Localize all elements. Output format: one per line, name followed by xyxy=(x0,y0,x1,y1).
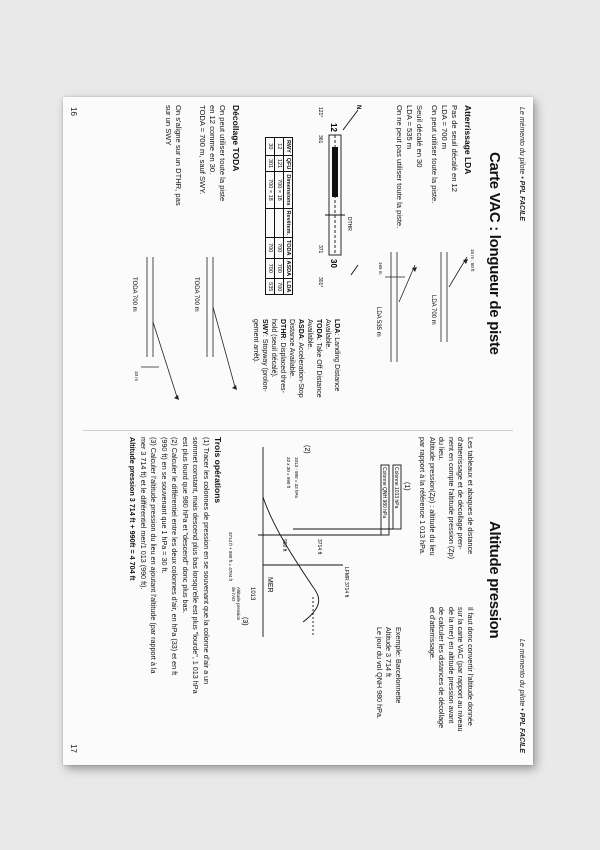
document-sheet xyxy=(63,97,533,765)
north-arrow: N xyxy=(355,105,361,110)
diff-feet-label: 33 x 30 = 990 ft xyxy=(286,457,291,489)
page-right xyxy=(63,431,533,765)
page-number-right: 17 xyxy=(69,744,78,753)
dthr-label: DTHR xyxy=(346,217,352,231)
lfmr-label: LFMR 3714 ft xyxy=(343,567,349,598)
runway-number-right: 30 xyxy=(329,259,338,268)
ref-1013-label: 1013 xyxy=(249,587,255,601)
page-title: Carte VAC : longueur de piste xyxy=(486,152,503,355)
diagram-label-3: (3) xyxy=(241,617,248,626)
dthr-10-label: 10 m xyxy=(134,371,139,382)
result-label-1: Altitude pression xyxy=(236,587,241,621)
diff-990-label: 990 ft xyxy=(281,539,287,552)
running-head: Le mémento du pilote • PPL FACILE xyxy=(518,107,525,221)
page-number-left: 16 xyxy=(69,107,78,116)
lda-535-label: LDA 535 m xyxy=(375,307,381,337)
takeoff-sketches xyxy=(93,247,243,427)
altitude-3714-label: 3714 ft xyxy=(316,539,322,555)
landing-text: Pas de seuil décalé en 12 LDA = 700 m On peut utiliser toute la piste. Seuil décalé en 30 LDA = 535 m On ne peut pas utiliser toute la piste. xyxy=(395,105,459,229)
intro-text-right: Il faut donc convertir l'altitude donnée sur la carte VAC (par rapport au niveau de la mer) en altitude pression avant de calculer les distances de décollage et d'atterrissage. xyxy=(428,607,475,732)
dthr-165-label: 165 m xyxy=(378,262,383,275)
column-qnh-label: Colonne QNH 980 hPa xyxy=(381,467,387,519)
result-label-2: de l'AD xyxy=(231,587,236,602)
result-label-3: 3714 ft + 990 ft = 4704 ft xyxy=(228,532,233,582)
dim-left: 361 xyxy=(317,135,323,144)
takeoff-heading: Décollage TODA xyxy=(231,105,241,172)
table-row: 30 301 700 × 18 700 700 535 xyxy=(266,138,275,295)
diff-pressure-label: 1013 - 980 = 33 hPa xyxy=(294,457,299,498)
heading-left: 121° xyxy=(317,107,323,118)
page-left xyxy=(63,97,533,431)
runway-number-left: 12 xyxy=(329,123,338,132)
mer-label: MER xyxy=(266,577,273,593)
dim-right: 371 xyxy=(317,245,323,254)
takeoff-text: On peut utiliser toute la piste en 12 comme en 30. TODA = 700 m, sauf SWY. On s'aligne sur un DTHR, pas sur un SWY xyxy=(164,105,227,206)
running-head: Le mémento du pilote • PPL FACILE xyxy=(518,639,525,753)
column-1013-label: Colonne 1013 hPa xyxy=(393,467,399,509)
runway-table: RWY QFU Dimensions Revêtem. TODA ASDA LDA 12 121 700 × 18 700 700 700 30 301 700 × 18 700 700 535 xyxy=(265,137,293,295)
definitions: LDA: Landing Distance Available. TODA: Take Off Distance Available. ASDA: Acceleration-Stop Distance Available. DTHR: Displaced thres- hold (seuil décalé). SWY: Stopway (prolon- gement arrêt). xyxy=(252,319,340,398)
landing-sketches xyxy=(357,247,477,427)
operations-heading: Trois opérations xyxy=(213,437,223,504)
rotated-book-spread xyxy=(63,97,533,765)
page-title: Altitude pression xyxy=(486,521,503,639)
intro-text-left: Les tableaux et abaques de distance d'atterrissage et de décollage pren- nent en compte l'altitude pression (Zp) du lieu. Altitude pression(Zp) : altitude du lieu par rapport à la référence 1 013 hPa. xyxy=(418,437,475,560)
lda-700-label: LDA 700 m xyxy=(430,295,436,325)
landing-heading: Atterrissage LDA xyxy=(463,105,473,175)
runway-hard-surface xyxy=(332,147,338,197)
example-text: Exemple: Barcelonnette Altitude 3 714 ft Le jour du vol QNH 980 hPa. xyxy=(375,627,403,719)
toda-700b-label: TODA 700 m xyxy=(131,277,137,312)
arrow-note-label: 15 m : 50 ft xyxy=(470,249,475,272)
table-row: 12 121 700 × 18 700 700 700 xyxy=(275,138,284,295)
diagram-label-1: (1) xyxy=(403,482,410,491)
diagram-label-2: (2) xyxy=(303,445,310,454)
toda-700a-label: TODA 700 m xyxy=(193,277,199,312)
operations-text: (1) Tracer les colonnes de pression en se souvenant que la colonne d'air a un sommet constant, mais descend plus bas lorsqu'elle est plus "lourde", 1 013 hPa est plus lourd que 980 hPa et "descend" donc plus bas. (2) Calculer le différentiel entre les deux colonnes d'air, en hPa (33) et en ft (990 ft) en se souvenant que 1 hPa = 30 ft. (3) Calculer l'altitude pression du lieu en ajoutant l'altitude (par rapport à la mer 3 714 ft) et le différentiel mer/1 013 (990 ft). Altitude pression 3 714 ft + 990ft = 4 704 ft xyxy=(128,437,211,694)
heading-right: 301° xyxy=(317,277,323,288)
runway-diagram xyxy=(293,105,363,305)
pressure-diagram xyxy=(228,437,413,647)
